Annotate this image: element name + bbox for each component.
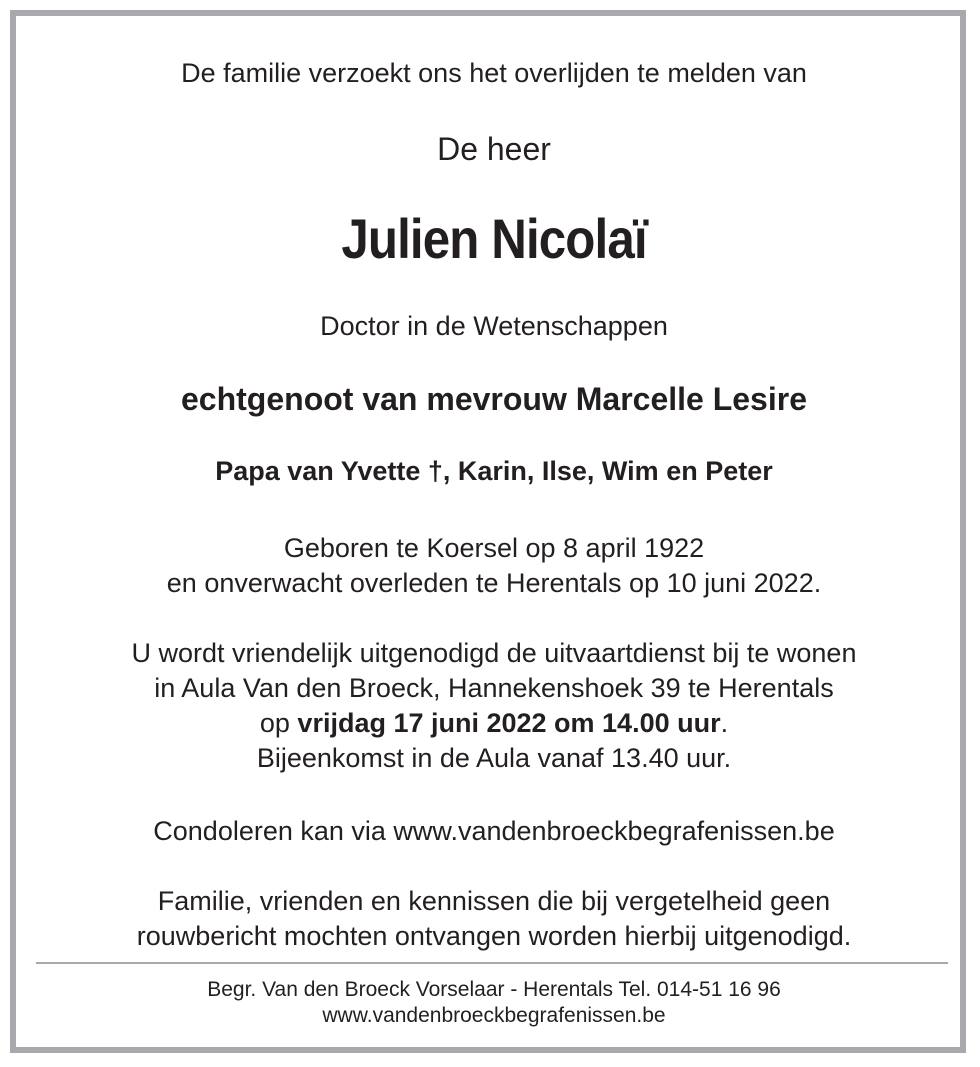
birth-line: Geboren te Koersel op 8 april 1922 [283,533,705,563]
funeral-invitation-block [16,636,972,776]
invitation-date-suffix: . [720,708,729,738]
funeral-date-time: vrijdag 17 juni 2022 om 14.00 uur [297,708,721,738]
gathering-time: Bijeenkomst in de Aula vanaf 13.40 uur. [256,743,732,773]
condolences-line: Condoleren kan via www.vandenbroeckbegrafenissen.be [153,816,835,846]
birth-death-block [16,531,972,601]
family-note-block [16,884,972,954]
family-note-line-1: Familie, vrienden en kennissen die bij vergetelheid geen [157,886,831,916]
children-line: Papa van Yvette †, Karin, Ilse, Wim en Peter [215,456,773,486]
invitation-line-1: U wordt vriendelijk uitgenodigd de uitvaartdienst bij te wonen [131,638,857,668]
spouse-line: echtgenoot van mevrouw Marcelle Lesire [181,381,807,417]
footer-divider [36,962,948,964]
invitation-line-3 [16,706,972,741]
deceased-name: Julien Nicolaï [341,207,647,270]
undertaker-info [16,977,972,1029]
undertaker-website: www.vandenbroeckbegrafenissen.be [322,1004,666,1027]
academic-degree: Doctor in de Wetenschappen [320,311,668,341]
intro-text: De familie verzoekt ons het overlijden te melden van [181,58,807,88]
invitation-line-2: in Aula Van den Broeck, Hannekenshoek 39 te Herentals [154,673,834,703]
obituary-frame [10,10,966,1053]
family-note-line-2: rouwbericht mochten ontvangen worden hierbij uitgenodigd. [136,921,852,951]
undertaker-contact: Begr. Van den Broeck Vorselaar - Herentals Tel. 014-51 16 96 [207,978,781,1001]
invitation-date-prefix: op [259,708,298,738]
honorific: De heer [437,131,551,167]
death-line: en onverwacht overleden te Herentals op 10 juni 2022. [166,568,822,598]
